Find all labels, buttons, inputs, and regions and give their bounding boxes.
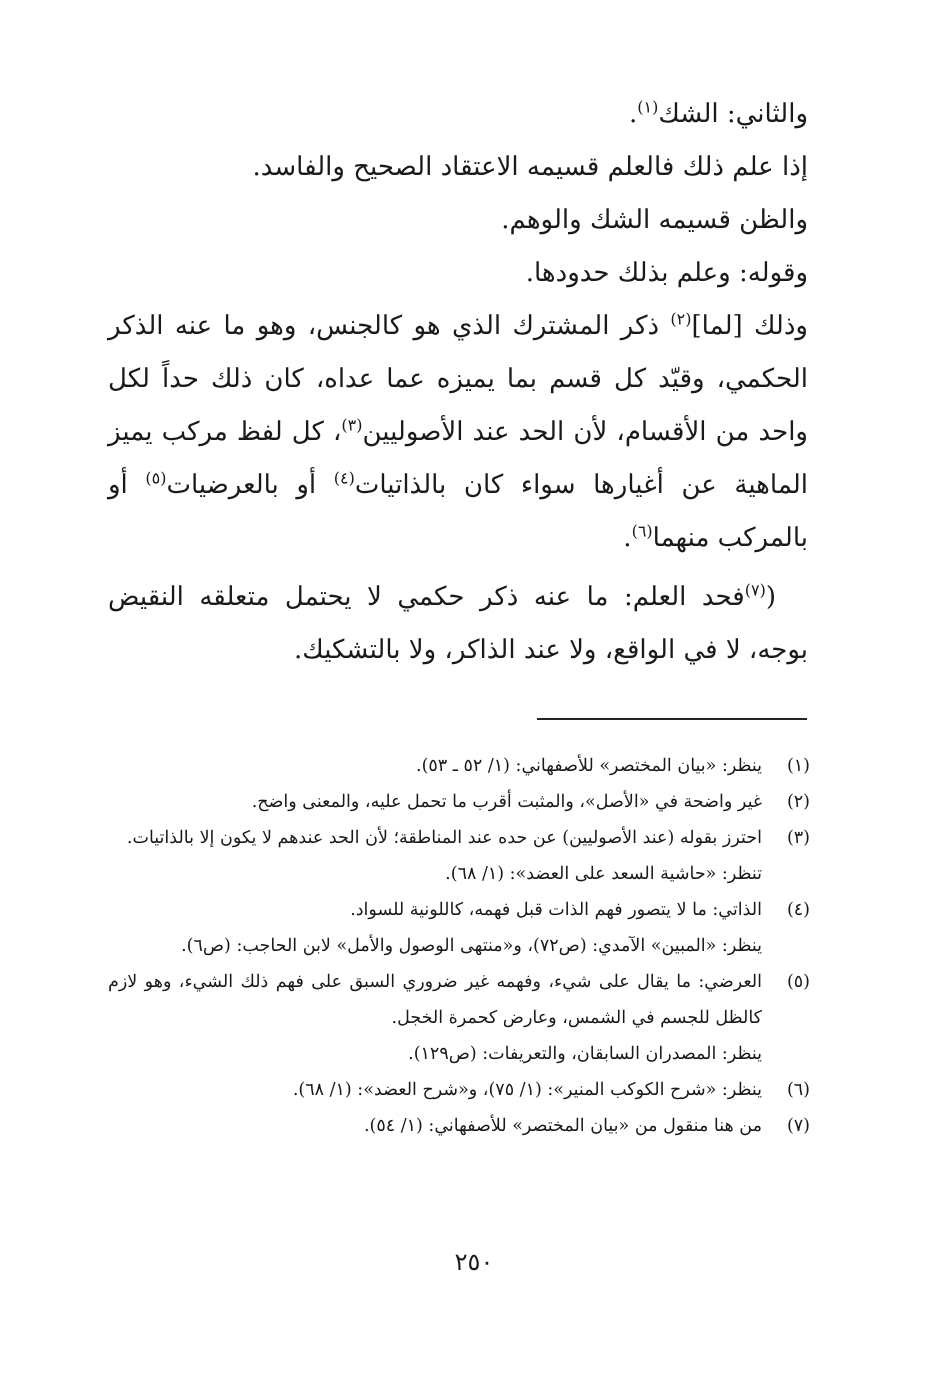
footnote-6 (108, 1072, 810, 1108)
footnote-ref-7[interactable]: (٧) (744, 580, 766, 600)
footnote-number: (٥) (786, 972, 810, 992)
text: والثاني: الشك (658, 99, 808, 129)
paragraph-5 (108, 300, 808, 565)
footnote-2 (108, 784, 810, 820)
footnote-text: من هنا منقول من «بيان المختصر» للأصفهاني: (١/ ٥٤). (363, 1116, 762, 1136)
line-1 (108, 88, 808, 141)
footnote-ref-5[interactable]: (٥) (145, 468, 167, 488)
footnote-number: (٣) (786, 828, 810, 848)
text: . (628, 99, 638, 129)
text: . (623, 523, 632, 553)
text: أو بالعرضيات (166, 470, 334, 500)
footnote-ref-3[interactable]: (٣) (341, 415, 363, 435)
line-3: والظن قسيمه الشك والوهم. (501, 205, 808, 235)
main-text (108, 88, 808, 677)
footnote-ref-6[interactable]: (٦) (631, 521, 653, 541)
footnote-number: (٤) (786, 900, 810, 920)
footnote-3-source: تنظر: «حاشية السعد على العضد»: (١/ ٦٨). (445, 864, 762, 884)
footnote-separator (537, 718, 807, 720)
footnote-ref-1[interactable]: (١) (637, 97, 659, 117)
text: أو بالمركب منهما (108, 470, 808, 553)
footnote-1 (108, 748, 810, 784)
footnote-ref-4[interactable]: (٤) (333, 468, 355, 488)
footnote-3 (108, 820, 810, 856)
line-4: وقوله: وعلم بذلك حدودها. (525, 258, 808, 288)
footnote-number: (٦) (786, 1080, 810, 1100)
footnote-5 (108, 964, 810, 1036)
footnote-text: احترز بقوله (عند الأصوليين) عن حده عند المناطقة؛ لأن الحد عندهم لا يكون إلا بالذاتيات. (126, 828, 762, 848)
footnote-text: غير واضحة في «الأصل»، والمثبت أقرب ما تحمل عليه، والمعنى واضح. (251, 792, 762, 812)
footnote-7 (108, 1108, 810, 1144)
footnote-number: (٢) (786, 792, 810, 812)
footnote-text: ينظر: «شرح الكوكب المنير»: (١/ ٧٥)، و«شرح العضد»: (١/ ٦٨). (292, 1080, 762, 1100)
footnote-4-source: ينظر: «المبين» الآمدي: (ص٧٢)، و«منتهى الوصول والأمل» لابن الحاجب: (ص٦). (181, 936, 762, 956)
footnote-number: (٧) (786, 1116, 810, 1136)
text: وذلك [لما] (691, 311, 808, 341)
text: فحد العلم: ما عنه ذكر حكمي لا يحتمل متعلقه النقيض بوجه، لا في الواقع، ولا عند الذاكر، ولا بالتشكيك. (108, 582, 808, 665)
footnote-text: الذاتي: ما لا يتصور فهم الذات قبل فهمه، كاللونية للسواد. (350, 900, 762, 920)
footnote-number: (١) (786, 756, 810, 776)
text: ( (765, 582, 776, 612)
text: ، كل لفظ مركب يميز الماهية عن أغيارها سواء كان بالذاتيات (108, 417, 808, 500)
footnote-4 (108, 892, 810, 928)
line-2: إذا علم ذلك فالعلم قسيمه الاعتقاد الصحيح والفاسد. (252, 152, 808, 182)
footnote-text: العرضي: ما يقال على شيء، وفهمه غير ضروري السبق على فهم ذلك الشيء، وهو لازم كالظل للجسم في الشمس، وعارض كحمرة الخجل. (108, 972, 762, 1028)
footnote-ref-2[interactable]: (٢) (670, 309, 692, 329)
text: ذكر المشترك الذي هو كالجنس، وهو ما عنه الذكر الحكمي، وقيّد كل قسم بما يميزه عما عداه، كان ذلك حداً لكل واحد من الأقسام، لأن الحد عند الأصوليين (108, 311, 808, 447)
footnotes (108, 748, 810, 1144)
footnote-text: ينظر: «بيان المختصر» للأصفهاني: (١/ ٥٢ ـ ٥٣). (416, 756, 762, 776)
page-number: ٢٥٠ (454, 1248, 494, 1276)
footnote-5-source: ينظر: المصدران السابقان، والتعريفات: (ص١٢٩). (408, 1044, 762, 1064)
paragraph-6 (108, 571, 808, 677)
